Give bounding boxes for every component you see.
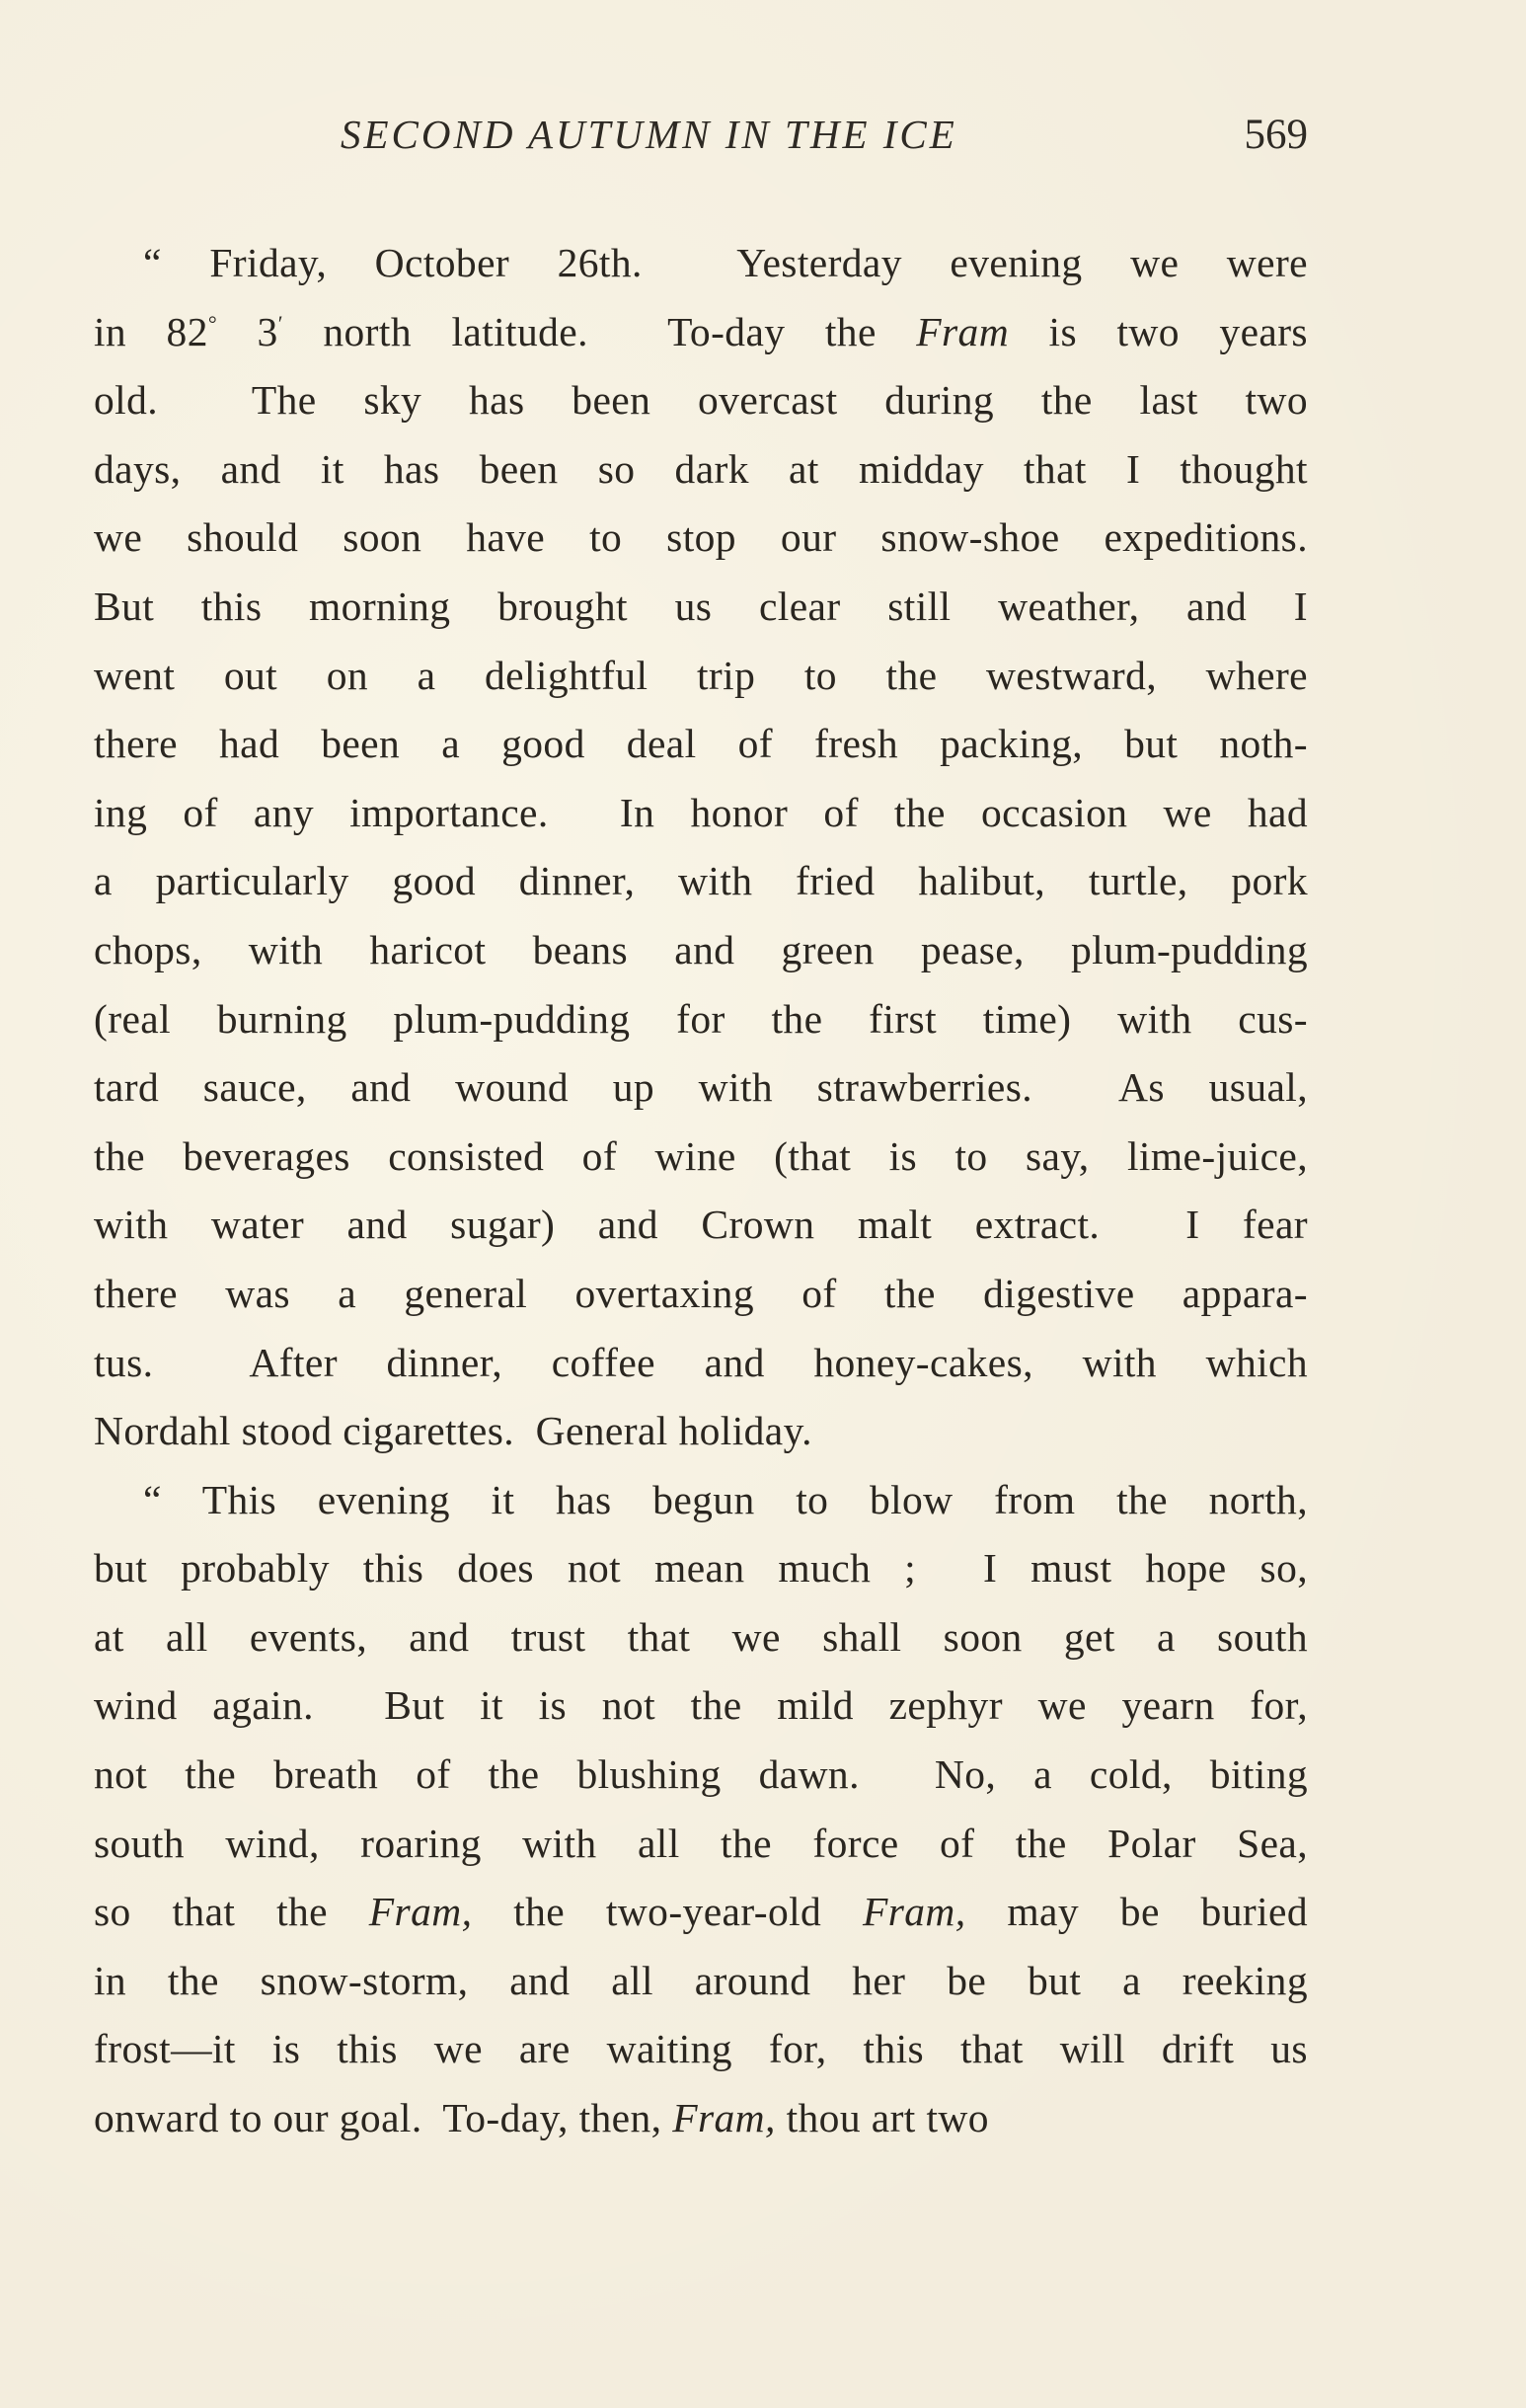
text-line — [94, 504, 1308, 573]
text-line — [94, 985, 1308, 1054]
text-line — [94, 1397, 1308, 1466]
text-segment: at all events, and trust that we shall soon get a south — [94, 1613, 1308, 1660]
text-segment: is two years — [1009, 308, 1308, 354]
text-line — [94, 1603, 1308, 1672]
running-header — [94, 111, 1308, 170]
text-line — [94, 847, 1308, 916]
text-segment: but probably this does not mean much ; I must hope so, — [94, 1545, 1308, 1592]
text-segment: (real burning plum-pudding for the first time) with cus- — [94, 995, 1308, 1042]
text-line — [94, 2084, 1308, 2153]
text-segment: so that the — [94, 1889, 369, 1935]
running-title: SECOND AUTUMN IN THE ICE — [341, 112, 957, 157]
text-line — [94, 1534, 1308, 1603]
text-segment: not the breath of the blushing dawn. No, a cold, biting — [94, 1751, 1308, 1798]
text-line — [94, 1947, 1308, 2016]
italic-text: Fram — [916, 308, 1010, 354]
text-segment: wind again. But it is not the mild zephyr we yearn for, — [94, 1682, 1308, 1729]
text-segment: the beverages consisted of wine (that is to say, lime-juice, — [94, 1132, 1308, 1179]
text-line — [94, 1466, 1308, 1535]
text-line — [94, 1191, 1308, 1260]
text-line — [94, 366, 1308, 435]
text-segment: in 82 — [94, 308, 208, 354]
body-text — [94, 229, 1308, 2153]
text-line — [94, 1810, 1308, 1879]
italic-text: Fram, — [672, 2095, 776, 2141]
text-segment: tard sauce, and wound up with strawberries. As usual, — [94, 1064, 1308, 1111]
text-line — [94, 1878, 1308, 1947]
text-line — [94, 916, 1308, 985]
superscript-mark: ° — [207, 310, 218, 336]
text-line — [94, 229, 1308, 298]
text-segment: onward to our goal. To-day, then, — [94, 2095, 673, 2141]
text-segment: south wind, roaring with all the force of the Polar Sea, — [94, 1820, 1308, 1866]
text-segment: there was a general overtaxing of the digestive appara- — [94, 1270, 1308, 1316]
text-segment: a particularly good dinner, with fried halibut, turtle, pork — [94, 858, 1308, 904]
paragraph — [94, 1466, 1308, 2153]
italic-text: Fram, — [368, 1889, 473, 1935]
italic-text: Fram, — [862, 1889, 966, 1935]
text-segment: in the snow-storm, and all around her be but a reeking — [94, 1957, 1308, 2003]
text-segment: chops, with haricot beans and green pease, plum-pudding — [94, 926, 1308, 972]
text-line — [94, 642, 1308, 711]
text-segment: may be buried — [965, 1889, 1308, 1935]
text-segment: frost—it is this we are waiting for, this that will drift us — [94, 2026, 1308, 2072]
text-segment: we should soon have to stop our snow-shoe expeditions. — [94, 514, 1308, 561]
text-segment: days, and it has been so dark at midday that I thought — [94, 445, 1308, 492]
text-line — [94, 1741, 1308, 1810]
text-segment: thou art two — [775, 2095, 989, 2141]
text-line — [94, 435, 1308, 505]
text-segment: the two-year-old — [472, 1889, 863, 1935]
text-segment: 3 — [217, 308, 278, 354]
text-line — [94, 1053, 1308, 1123]
text-line — [94, 1329, 1308, 1398]
text-segment: there had been a good deal of fresh packing, but noth- — [94, 721, 1308, 767]
text-segment: “ Friday, October 26th. Yesterday evening we were — [143, 240, 1308, 285]
superscript-mark: ′ — [277, 310, 283, 336]
text-segment: old. The sky has been overcast during the last two — [94, 377, 1308, 424]
text-segment: went out on a delightful trip to the westward, where — [94, 652, 1308, 698]
paragraph — [94, 229, 1308, 1466]
text-segment: But this morning brought us clear still weather, and I — [94, 583, 1308, 629]
text-segment: Nordahl stood cigarettes. General holiday. — [94, 1408, 812, 1454]
text-line — [94, 1671, 1308, 1741]
text-line — [94, 298, 1308, 367]
text-line — [94, 573, 1308, 642]
text-segment: ing of any importance. In honor of the occasion we had — [94, 789, 1308, 835]
text-segment: north latitude. To-day the — [282, 308, 917, 354]
text-line — [94, 1123, 1308, 1192]
text-segment: tus. After dinner, coffee and honey-cakes, with which — [94, 1339, 1308, 1385]
text-line — [94, 1260, 1308, 1329]
text-line — [94, 2015, 1308, 2084]
text-segment: “ This evening it has begun to blow from the north, — [143, 1476, 1308, 1522]
text-segment: with water and sugar) and Crown malt extract. I fear — [94, 1202, 1308, 1248]
text-line — [94, 710, 1308, 779]
text-line — [94, 779, 1308, 848]
page-number: 569 — [1244, 112, 1308, 158]
